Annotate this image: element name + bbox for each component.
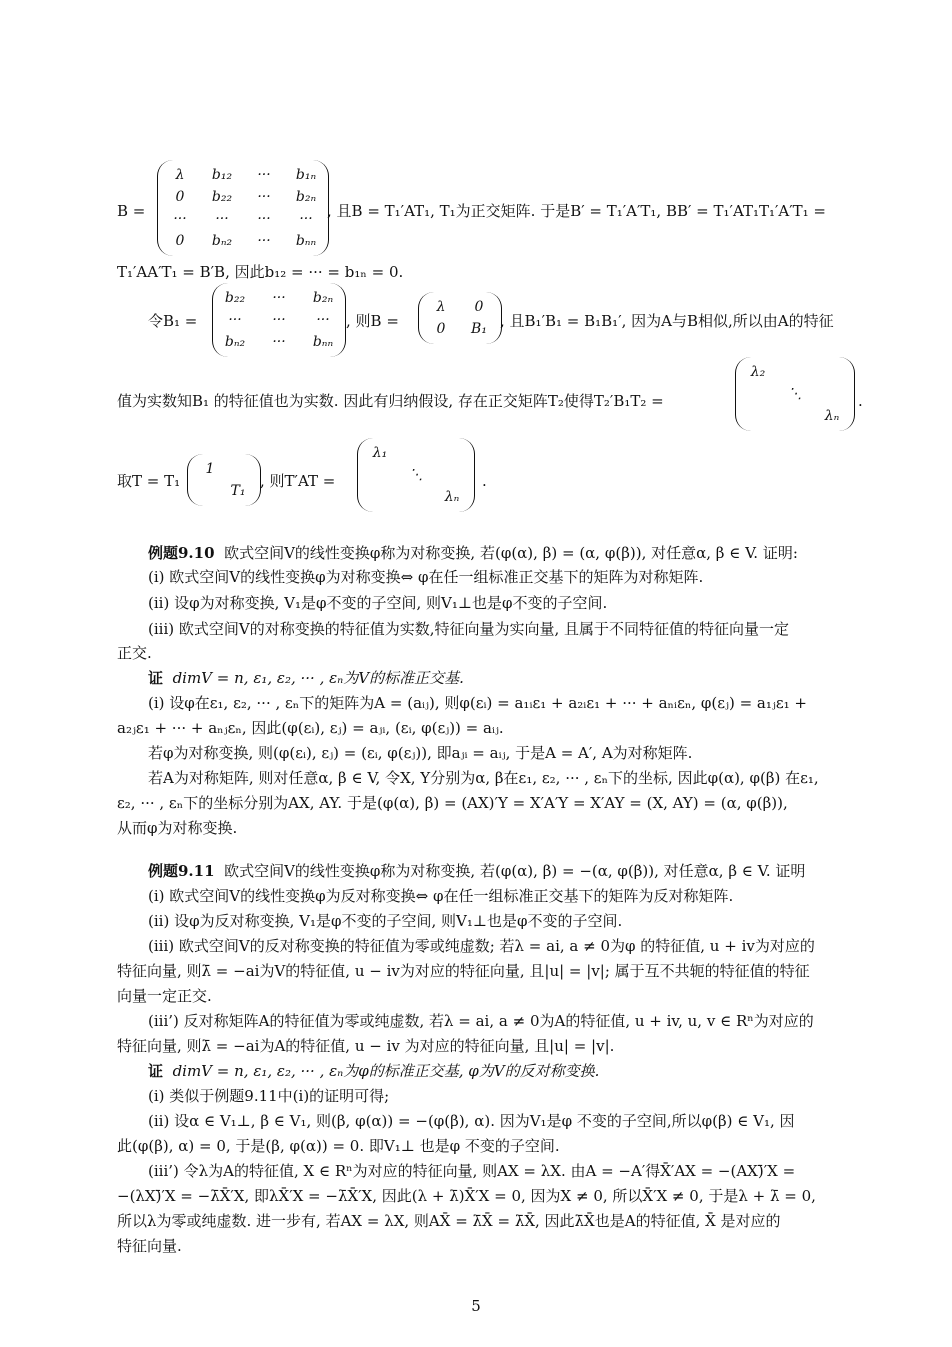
- let-b1: 令B₁ =: [148, 312, 198, 330]
- matrix-cell: [820, 361, 844, 383]
- page-number: 5: [471, 1297, 481, 1315]
- item-iii-cont: 正交.: [117, 644, 152, 662]
- matrix-row: [368, 464, 464, 486]
- matrix-cell: [404, 486, 428, 508]
- item-iii: (iii) 欧式空间V的对称变换的特征值为实数,特征向量为实向量, 且属于不同特征值的特征向量一定: [148, 620, 790, 638]
- example-statement: 欧式空间V的线性变换φ称为对称变换, 若(φ(α), β) = −(α, φ(β)), 对任意α, β ∈ V. 证明: [224, 862, 806, 880]
- item-iii-cont: 向量一定正交.: [117, 987, 212, 1005]
- example-9-10: [148, 543, 863, 563]
- proof-line: 从而φ为对称变换.: [117, 819, 238, 837]
- item-ii: (ii) 设φ为反对称变换, V₁是φ不变的子空间, 则V₁⊥也是φ不变的子空间.: [148, 912, 623, 930]
- proof-line: 若A为对称矩阵, 则对任意α, β ∈ V, 令X, Y分别为α, β在ε₁, ε₂, ··· , εₙ下的坐标, 因此φ(α), φ(β) 在ε₁,: [148, 769, 819, 787]
- matrix-row: [746, 405, 844, 427]
- matrix-cell: λ₂: [750, 364, 766, 380]
- matrix-row: [223, 309, 335, 331]
- matrix-b: [157, 160, 329, 256]
- proof-line: −(λX)̄′X = −λ̄X̄′X, 即λX̄′X = −λ̄X̄′X, 因此(λ + λ̄)X̄′X = 0, 因为X ≠ 0, 所以X̄′X ≠ 0, 于是λ + λ̄ = 0,: [117, 1187, 816, 1205]
- matrix-cell: [783, 405, 807, 427]
- matrix-row: [368, 442, 464, 464]
- proof-label: 证: [148, 1062, 164, 1080]
- matrix-cell: b₂₂: [224, 290, 246, 306]
- matrix-cell: b₁ₙ: [295, 167, 317, 183]
- period: .: [858, 392, 863, 410]
- matrix-row: [168, 186, 318, 208]
- text-line4: 值为实数知B₁ 的特征值也为实数. 因此有归纳假设, 存在正交矩阵T₂使得T₂′B₁T₂ =: [117, 392, 664, 410]
- matrix-cell: [746, 383, 770, 405]
- matrix-row: [168, 208, 318, 230]
- matrix-cell: [226, 458, 250, 480]
- period-2: .: [482, 472, 487, 490]
- matrix-cell: ···: [316, 312, 330, 328]
- text-line2: T₁′AA′T₁ = B′B, 因此b₁₂ = ··· = b₁ₙ = 0.: [117, 263, 404, 281]
- matrix-cell: bₙ₂: [224, 334, 246, 350]
- item-iii-cont: 特征向量, 则λ̄ = −ai为V的特征值, u − iv为对应的特征向量, 且|u| = |v|; 属于互不共轭的特征值的特征: [117, 962, 810, 980]
- example-9-11: [148, 861, 863, 881]
- matrix-cell: [198, 480, 222, 502]
- then-tat: , 则T′AT =: [260, 472, 336, 490]
- matrix-cell: ···: [257, 211, 271, 227]
- proof-text: dimV = n, ε₁, ε₂, ··· , εₙ为φ的标准正交基, φ为V的反对称变换.: [172, 1062, 600, 1080]
- matrix-row: [198, 480, 250, 502]
- matrix-b1: [212, 283, 346, 357]
- matrix-row: [746, 383, 844, 405]
- matrix-cell: 1: [205, 461, 215, 477]
- proof-line: (i) 设φ在ε₁, ε₂, ··· , εₙ下的矩阵为A = (aᵢⱼ), 则φ(εᵢ) = a₁ᵢε₁ + a₂ᵢε₁ + ··· + aₙᵢεₙ, φ(εⱼ) = a₁ⱼε₁ +: [148, 694, 807, 712]
- matrix-cell: 0: [474, 299, 484, 315]
- matrix-cell: 0: [175, 189, 185, 205]
- matrix-cell: ···: [257, 167, 271, 183]
- proof-line: a₂ⱼε₁ + ··· + aₙⱼεₙ, 因此(φ(εᵢ), εⱼ) = aⱼᵢ, (εᵢ, φ(εⱼ)) = aᵢⱼ.: [117, 719, 504, 737]
- matrix-row: [198, 458, 250, 480]
- proof-line: (i) 类似于例题9.11中(i)的证明可得;: [148, 1087, 390, 1105]
- matrix-cell: ···: [173, 211, 187, 227]
- matrix-cell: λ₁: [372, 445, 388, 461]
- proof-label: 证: [148, 669, 164, 687]
- matrix-row: [429, 318, 491, 340]
- matrix-cell: ···: [272, 312, 286, 328]
- matrix-cell: [368, 464, 392, 486]
- matrix-cell: λₙ: [824, 408, 840, 424]
- matrix-cell: [440, 464, 464, 486]
- matrix-cell: b₂ₙ: [312, 290, 334, 306]
- proof-line: (iii’) 令λ为A的特征值, X ∈ Rⁿ为对应的特征向量, 则AX = λX. 由A = −A′得X̄′AX = −(AX)̄′X =: [148, 1162, 796, 1180]
- matrix-cell: ···: [272, 334, 286, 350]
- matrix-cell: λₙ: [444, 489, 460, 505]
- example-title: 例题9.10: [148, 544, 215, 562]
- matrix-cell: [746, 405, 770, 427]
- matrix-cell: 0: [436, 321, 446, 337]
- matrix-b2: [418, 292, 502, 344]
- matrix-cell: B₁: [471, 321, 487, 337]
- matrix-cell: bₙ₂: [211, 233, 233, 249]
- then-b: , 则B =: [346, 312, 399, 330]
- diag-matrix-2: [357, 438, 475, 512]
- text-after-b2: , 且B₁′B₁ = B₁B₁′, 因为A与B相似,所以由A的特征: [500, 312, 834, 330]
- matrix-cell: ···: [257, 233, 271, 249]
- matrix-cell: ···: [257, 189, 271, 205]
- matrix-cell: b₁₂: [211, 167, 233, 183]
- matrix-cell: λ: [436, 299, 446, 315]
- example-statement: 欧式空间V的线性变换φ称为对称变换, 若(φ(α), β) = (α, φ(β)), 对任意α, β ∈ V. 证明:: [224, 544, 798, 562]
- matrix-cell: [440, 442, 464, 464]
- matrix-cell: ⋱: [788, 386, 802, 402]
- matrix-cell: [404, 442, 428, 464]
- matrix-cell: [820, 383, 844, 405]
- matrix-cell: b₂₂: [211, 189, 233, 205]
- item-iii: (iii) 欧式空间V的反对称变换的特征值为零或纯虚数; 若λ = ai, a ≠ 0为φ 的特征值, u + iv为对应的: [148, 937, 815, 955]
- matrix-cell: λ: [175, 167, 185, 183]
- proof-line: (ii) 设α ∈ V₁⊥, β ∈ V₁, 则(β, φ(α)) = −(φ(β), α). 因为V₁是φ 不变的子空间,所以φ(β) ∈ V₁, 因: [148, 1112, 795, 1130]
- matrix-t: [187, 454, 261, 506]
- matrix-cell: ···: [272, 290, 286, 306]
- matrix-row: [746, 361, 844, 383]
- matrix-row: [223, 331, 335, 353]
- take-t: 取T = T₁: [117, 472, 181, 490]
- item-i: (i) 欧式空间V的线性变换φ为反对称变换⇔ φ在任一组标准正交基下的矩阵为反对称矩阵.: [148, 887, 734, 905]
- matrix-row: [168, 164, 318, 186]
- proof-line: 特征向量.: [117, 1237, 182, 1255]
- matrix-cell: ···: [299, 211, 313, 227]
- matrix-cell: [368, 486, 392, 508]
- matrix-cell: b₂ₙ: [295, 189, 317, 205]
- item-i: (i) 欧式空间V的线性变换φ为对称变换⇔ φ在任一组标准正交基下的矩阵为对称矩阵.: [148, 568, 704, 586]
- matrix-row: [223, 287, 335, 309]
- matrix-row: [168, 230, 318, 252]
- matrix-cell: bₙₙ: [295, 233, 317, 249]
- matrix-cell: ⋱: [409, 467, 423, 483]
- matrix-cell: 0: [175, 233, 185, 249]
- matrix-cell: bₙₙ: [312, 334, 334, 350]
- matrix-cell: ···: [215, 211, 229, 227]
- b-equals: B =: [117, 202, 146, 220]
- proof-intro: [148, 668, 863, 688]
- proof-line: 此(φ(β), α) = 0, 于是(β, φ(α)) = 0. 即V₁⊥ 也是φ 不变的子空间.: [117, 1137, 560, 1155]
- example-title: 例题9.11: [148, 862, 215, 880]
- proof-line: 所以λ为零或纯虚数. 进一步有, 若AX = λX, 则AX̄ = λ̄X̄ = λ̄X̄, 因此λ̄X̄也是A的特征值, X̄ 是对应的: [117, 1212, 781, 1230]
- text-after-b: , 且B = T₁′AT₁, T₁为正交矩阵. 于是B′ = T₁′A′T₁, BB′ = T₁′AT₁T₁′A′T₁ =: [327, 202, 826, 220]
- proof-text: dimV = n, ε₁, ε₂, ··· , εₙ为V的标准正交基.: [172, 669, 464, 687]
- item-ii: (ii) 设φ为对称变换, V₁是φ不变的子空间, 则V₁⊥也是φ不变的子空间.: [148, 594, 608, 612]
- proof-intro: [148, 1061, 863, 1081]
- proof-line: ε₂, ··· , εₙ下的坐标分别为AX, AY. 于是(φ(α), β) = (AX)′Y = X′A′Y = X′AY = (X, AY) = (α, φ(β)),: [117, 794, 788, 812]
- proof-line: 若φ为对称变换, 则(φ(εᵢ), εⱼ) = (εᵢ, φ(εⱼ)), 即aⱼᵢ = aᵢⱼ, 于是A = A′, A为对称矩阵.: [148, 744, 693, 762]
- diag-matrix-1: [735, 357, 855, 431]
- matrix-cell: ···: [228, 312, 242, 328]
- matrix-cell: T₁: [230, 483, 246, 499]
- item-iii-prime: (iii’) 反对称矩阵A的特征值为零或纯虚数, 若λ = ai, a ≠ 0为A的特征值, u + iv, u, v ∈ Rⁿ为对应的: [148, 1012, 814, 1030]
- item-iii-prime-cont: 特征向量, 则λ̄ = −ai为A的特征值, u − iv 为对应的特征向量, 且|u| = |v|.: [117, 1037, 615, 1055]
- matrix-cell: [783, 361, 807, 383]
- matrix-row: [429, 296, 491, 318]
- matrix-row: [368, 486, 464, 508]
